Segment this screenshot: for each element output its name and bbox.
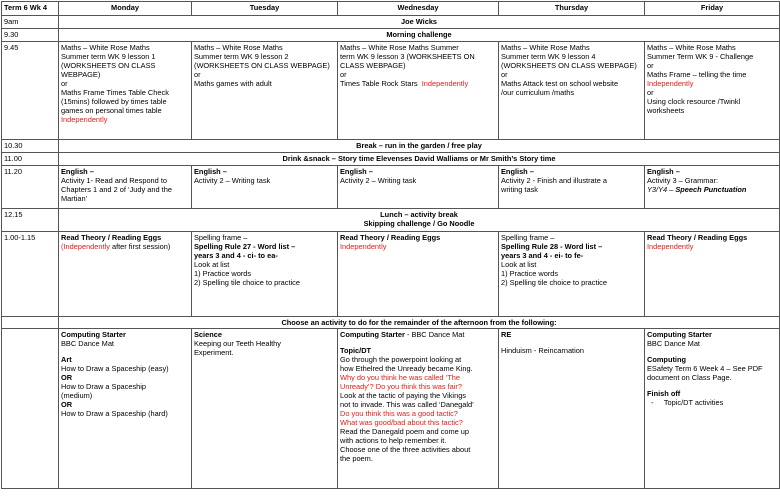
row-1120-english bbox=[2, 166, 780, 209]
cell-line: Look at list bbox=[501, 260, 537, 269]
cell-line: WEBPAGE) bbox=[61, 70, 101, 79]
cell-line: (WORKSHEETS ON CLASS WEBPAGE) bbox=[194, 61, 330, 70]
cell-heading: Science bbox=[194, 330, 222, 339]
english-wednesday bbox=[338, 166, 499, 209]
cell-line: BBC Dance Mat bbox=[61, 339, 114, 348]
cell-line: ESafety Term 6 Week 4 – See PDF bbox=[647, 364, 763, 373]
independently-note: Independently bbox=[647, 242, 694, 251]
cell-heading: Finish off bbox=[647, 389, 681, 398]
spelling-rule: years 3 and 4 - ci- to ea- bbox=[194, 251, 278, 260]
cell-line: Using clock resource /Twinkl bbox=[647, 97, 741, 106]
cell-line: not to invade. This was called ‘Danegald’ bbox=[340, 400, 474, 409]
cell-line: Spelling frame – bbox=[501, 233, 555, 242]
cell-line: (15mins) followed by times table bbox=[61, 97, 167, 106]
or-label: OR bbox=[61, 400, 73, 409]
lunch-line: Lunch – activity break bbox=[380, 210, 458, 219]
cell-line: or bbox=[647, 88, 654, 97]
lunch-cell bbox=[59, 209, 780, 232]
cell-line: Maths games with adult bbox=[194, 79, 272, 88]
cell-line: /our curriculum /maths bbox=[501, 88, 575, 97]
cell-line: Read the Danegald poem and come up bbox=[340, 427, 470, 436]
cell-line: 2) Spelling tile choice to practice bbox=[194, 278, 300, 287]
cell-heading: English – bbox=[501, 167, 534, 176]
cell-line: Go through the powerpoint looking at bbox=[340, 355, 462, 364]
cell-line: Activity 3 – Grammar: bbox=[647, 176, 719, 185]
cell-heading: Read Theory / Reading Eggs bbox=[340, 233, 441, 242]
cell-heading: Read Theory / Reading Eggs bbox=[61, 233, 162, 242]
time-label: 9.45 bbox=[2, 42, 59, 140]
cell-line: 2) Spelling tile choice to practice bbox=[501, 278, 607, 287]
cell-heading: Topic/DT bbox=[340, 346, 372, 355]
afternoon-thursday bbox=[499, 329, 645, 489]
time-label: 9am bbox=[2, 16, 59, 29]
cell-line: Summer Term WK 9 - Challenge bbox=[647, 52, 754, 61]
bullet-dash: - bbox=[651, 398, 654, 407]
speech-punctuation-text: Speech Punctuation bbox=[675, 185, 747, 194]
cell-line: Activity 2 – Writing task bbox=[194, 176, 271, 185]
day-tuesday: Tuesday bbox=[192, 2, 338, 16]
row-100-reading bbox=[2, 232, 780, 317]
reading-wednesday bbox=[338, 232, 499, 317]
time-label: 1.00-1.15 bbox=[2, 232, 59, 317]
cell-line: or bbox=[61, 79, 68, 88]
afternoon-tuesday bbox=[192, 329, 338, 489]
topic-activities-text: Topic/DT activities bbox=[663, 398, 724, 407]
spacer bbox=[647, 382, 777, 389]
snack-story-cell: Drink &snack – Story time Elevenses David Walliams or Mr Smith’s Story time bbox=[59, 153, 780, 166]
cell-line: Maths Frame Times Table Check bbox=[61, 88, 169, 97]
cell-line: Maths – White Rose Maths bbox=[647, 43, 736, 52]
cell-line bbox=[340, 79, 496, 88]
cell-line: How to Draw a Spaceship bbox=[61, 382, 147, 391]
english-monday bbox=[59, 166, 192, 209]
time-label: 11.00 bbox=[2, 153, 59, 166]
cell-line: 1) Practice words bbox=[194, 269, 252, 278]
cell-line: document on Class Page. bbox=[647, 373, 732, 382]
spacer bbox=[340, 339, 496, 346]
question-line: Do you think this was a good tactic? bbox=[340, 409, 458, 418]
cell-heading: Computing Starter bbox=[340, 330, 405, 339]
cell-line: BBC Dance Mat bbox=[647, 339, 700, 348]
cell-line: with actions to help remember it. bbox=[340, 436, 447, 445]
timetable bbox=[1, 1, 780, 489]
cell-line: (WORKSHEETS ON CLASS WEBPAGE) bbox=[501, 61, 637, 70]
question-line: What was good/bad about this tactic? bbox=[340, 418, 463, 427]
cell-line: Maths Frame – telling the time bbox=[647, 70, 747, 79]
cell-line: Maths – White Rose Maths Summer bbox=[340, 43, 459, 52]
after-session-text: after first session) bbox=[111, 242, 171, 251]
cell-line bbox=[340, 330, 496, 339]
cell-line: Summer term WK 9 lesson 2 bbox=[194, 52, 289, 61]
break-cell: Break – run in the garden / free play bbox=[59, 140, 780, 153]
cell-line: writing task bbox=[501, 185, 538, 194]
day-friday: Friday bbox=[645, 2, 780, 16]
day-thursday: Thursday bbox=[499, 2, 645, 16]
cell-line: CLASS WEBPAGE) bbox=[340, 61, 406, 70]
cell-line: Activity 1- Read and Respond to bbox=[61, 176, 167, 185]
time-label: 12.15 bbox=[2, 209, 59, 232]
term-week-label: Term 6 Wk 4 bbox=[2, 2, 59, 16]
row-afternoon bbox=[2, 329, 780, 489]
question-line: Unready’? Do you think this was fair? bbox=[340, 382, 463, 391]
blank-time-cell bbox=[2, 317, 59, 329]
cell-line bbox=[647, 185, 777, 194]
cell-heading: RE bbox=[501, 330, 512, 339]
cell-line: How to Draw a Spaceship (hard) bbox=[61, 409, 168, 418]
cell-heading: English – bbox=[340, 167, 373, 176]
dance-mat-text: - BBC Dance Mat bbox=[406, 330, 465, 339]
maths-wednesday bbox=[338, 42, 499, 140]
cell-line: Experiment. bbox=[194, 348, 234, 357]
row-9am bbox=[2, 16, 780, 29]
cell-line: Spelling frame – bbox=[194, 233, 248, 242]
english-friday bbox=[645, 166, 780, 209]
cell-heading: Computing bbox=[647, 355, 686, 364]
cell-line: or bbox=[340, 70, 347, 79]
cell-line: Choose one of the three activities about bbox=[340, 445, 471, 454]
choose-activity-cell: Choose an activity to do for the remainder of the afternoon from the following: bbox=[59, 317, 780, 329]
cell-line: Activity 2 - Finish and illustrate a bbox=[501, 176, 607, 185]
afternoon-wednesday bbox=[338, 329, 499, 489]
cell-line: or bbox=[194, 70, 201, 79]
row-1215 bbox=[2, 209, 780, 232]
time-label: 9.30 bbox=[2, 29, 59, 42]
ttrs-text: Times Table Rock Stars bbox=[340, 79, 418, 88]
cell-line: Maths – White Rose Maths bbox=[61, 43, 150, 52]
morning-challenge-cell: Morning challenge bbox=[59, 29, 780, 42]
cell-heading: English – bbox=[61, 167, 94, 176]
time-label: 11.20 bbox=[2, 166, 59, 209]
cell-line: How to Draw a Spaceship (easy) bbox=[61, 364, 169, 373]
maths-tuesday bbox=[192, 42, 338, 140]
cell-line: Hinduism - Reincarnation bbox=[501, 346, 584, 355]
question-line: Why do you think he was called ‘The bbox=[340, 373, 460, 382]
spacer bbox=[501, 339, 642, 346]
cell-line: term WK 9 lesson 3 (WORKSHEETS ON bbox=[340, 52, 475, 61]
header-row bbox=[2, 2, 780, 16]
independently-note: Independently bbox=[647, 79, 694, 88]
spacer bbox=[647, 348, 777, 355]
cell-heading: English – bbox=[647, 167, 680, 176]
cell-line: how Ethelred the Unready became King. bbox=[340, 364, 473, 373]
row-930 bbox=[2, 29, 780, 42]
spelling-thursday bbox=[499, 232, 645, 317]
cell-line: worksheets bbox=[647, 106, 685, 115]
cell-line: Maths – White Rose Maths bbox=[501, 43, 590, 52]
cell-line: Chapters 1 and 2 of ‘Judy and the bbox=[61, 185, 172, 194]
cell-heading: Computing Starter bbox=[647, 330, 712, 339]
cell-line: or bbox=[647, 61, 654, 70]
row-945-maths bbox=[2, 42, 780, 140]
spelling-tuesday bbox=[192, 232, 338, 317]
afternoon-friday bbox=[645, 329, 780, 489]
cell-line: 1) Practice words bbox=[501, 269, 559, 278]
row-1030 bbox=[2, 140, 780, 153]
independently-note: Independently bbox=[421, 79, 469, 88]
english-thursday bbox=[499, 166, 645, 209]
cell-heading: Computing Starter bbox=[61, 330, 126, 339]
cell-heading: English – bbox=[194, 167, 227, 176]
cell-heading: Read Theory / Reading Eggs bbox=[647, 233, 748, 242]
time-label: 10.30 bbox=[2, 140, 59, 153]
cell-line: Summer term WK 9 lesson 1 bbox=[61, 52, 156, 61]
row-1100 bbox=[2, 153, 780, 166]
spelling-rule: Spelling Rule 27 - Word list – bbox=[194, 242, 296, 251]
cell-line bbox=[61, 242, 189, 251]
row-choose bbox=[2, 317, 780, 329]
cell-line: Look at the tactic of paying the Vikings bbox=[340, 391, 466, 400]
independently-note: Independently bbox=[340, 242, 387, 251]
or-label: OR bbox=[61, 373, 73, 382]
cell-line: games on personal times table bbox=[61, 106, 162, 115]
cell-line: the poem. bbox=[340, 454, 373, 463]
cell-line: Martian’ bbox=[61, 194, 88, 203]
cell-line: (medium) bbox=[61, 391, 93, 400]
cell-line: Activity 2 – Writing task bbox=[340, 176, 417, 185]
cell-line: or bbox=[501, 70, 508, 79]
maths-monday bbox=[59, 42, 192, 140]
day-wednesday: Wednesday bbox=[338, 2, 499, 16]
reading-friday bbox=[645, 232, 780, 317]
cell-line: Keeping our Teeth Healthy bbox=[194, 339, 281, 348]
cell-line bbox=[647, 398, 777, 407]
cell-line: (WORKSHEETS ON CLASS bbox=[61, 61, 156, 70]
cell-line: Look at list bbox=[194, 260, 230, 269]
skipping-line: Skipping challenge / Go Noodle bbox=[363, 219, 475, 228]
maths-thursday bbox=[499, 42, 645, 140]
spelling-rule: years 3 and 4 - ei- to fe- bbox=[501, 251, 584, 260]
cell-line: Maths Attack test on school website bbox=[501, 79, 619, 88]
cell-line: Summer term WK 9 lesson 4 bbox=[501, 52, 596, 61]
independently-note: (Independently bbox=[61, 242, 110, 251]
independently-note: Independently bbox=[61, 115, 108, 124]
day-monday: Monday bbox=[59, 2, 192, 16]
cell-line: Maths – White Rose Maths bbox=[194, 43, 283, 52]
english-tuesday bbox=[192, 166, 338, 209]
spacer bbox=[61, 348, 189, 355]
maths-friday bbox=[645, 42, 780, 140]
reading-monday bbox=[59, 232, 192, 317]
spelling-rule: Spelling Rule 28 - Word list – bbox=[501, 242, 603, 251]
joe-wicks-cell: Joe Wicks bbox=[59, 16, 780, 29]
cell-heading: Art bbox=[61, 355, 72, 364]
year-group-text: Y3/Y4 – bbox=[647, 185, 674, 194]
blank-time-cell bbox=[2, 329, 59, 489]
afternoon-monday bbox=[59, 329, 192, 489]
